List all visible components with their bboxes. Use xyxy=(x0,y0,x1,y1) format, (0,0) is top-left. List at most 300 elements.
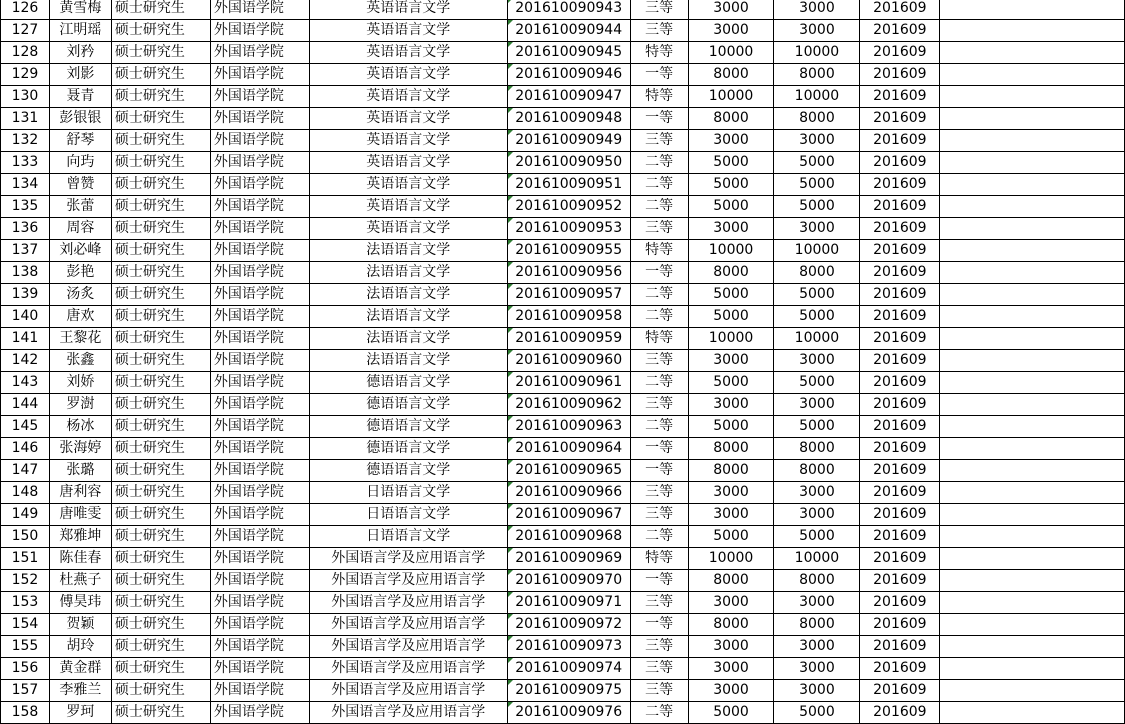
cell-student-name[interactable]: 罗珂 xyxy=(49,702,111,724)
cell-college[interactable]: 外国语学院 xyxy=(210,460,309,482)
cell-amount[interactable]: 3000 xyxy=(688,350,774,372)
cell-period[interactable]: 201609 xyxy=(860,460,940,482)
cell-student-name[interactable]: 傅昊玮 xyxy=(49,592,111,614)
cell-student-id[interactable]: 201610090946 xyxy=(507,64,630,86)
cell-degree-level[interactable]: 硕士研究生 xyxy=(111,482,210,504)
cell-student-id[interactable]: 201610090974 xyxy=(507,658,630,680)
cell-college[interactable]: 外国语学院 xyxy=(210,570,309,592)
cell-student-name[interactable]: 唐唯雯 xyxy=(49,504,111,526)
cell-college[interactable]: 外国语学院 xyxy=(210,174,309,196)
cell-college[interactable]: 外国语学院 xyxy=(210,0,309,20)
cell-scholarship-grade[interactable]: 二等 xyxy=(630,196,688,218)
cell-student-name[interactable]: 张璐 xyxy=(49,460,111,482)
cell-scholarship-grade[interactable]: 一等 xyxy=(630,614,688,636)
cell-student-name[interactable]: 刘必峰 xyxy=(49,240,111,262)
cell-paid-amount[interactable]: 5000 xyxy=(774,306,860,328)
cell-college[interactable]: 外国语学院 xyxy=(210,614,309,636)
cell-major[interactable]: 法语语言文学 xyxy=(309,306,507,328)
cell-college[interactable]: 外国语学院 xyxy=(210,504,309,526)
cell-amount[interactable]: 8000 xyxy=(688,570,774,592)
cell-student-name[interactable]: 汤炙 xyxy=(49,284,111,306)
cell-scholarship-grade[interactable]: 二等 xyxy=(630,702,688,724)
cell-row-number[interactable]: 139 xyxy=(1,284,50,306)
cell-empty[interactable] xyxy=(940,64,1125,86)
cell-period[interactable]: 201609 xyxy=(860,262,940,284)
cell-empty[interactable] xyxy=(940,614,1125,636)
cell-empty[interactable] xyxy=(940,262,1125,284)
cell-student-name[interactable]: 王黎花 xyxy=(49,328,111,350)
cell-scholarship-grade[interactable]: 三等 xyxy=(630,482,688,504)
cell-scholarship-grade[interactable]: 一等 xyxy=(630,460,688,482)
cell-period[interactable]: 201609 xyxy=(860,86,940,108)
cell-degree-level[interactable]: 硕士研究生 xyxy=(111,526,210,548)
cell-college[interactable]: 外国语学院 xyxy=(210,196,309,218)
cell-row-number[interactable]: 131 xyxy=(1,108,50,130)
cell-row-number[interactable]: 135 xyxy=(1,196,50,218)
cell-empty[interactable] xyxy=(940,196,1125,218)
cell-paid-amount[interactable]: 5000 xyxy=(774,702,860,724)
cell-college[interactable]: 外国语学院 xyxy=(210,482,309,504)
cell-scholarship-grade[interactable]: 二等 xyxy=(630,174,688,196)
cell-college[interactable]: 外国语学院 xyxy=(210,328,309,350)
cell-student-id[interactable]: 201610090951 xyxy=(507,174,630,196)
cell-amount[interactable]: 10000 xyxy=(688,42,774,64)
cell-major[interactable]: 德语语言文学 xyxy=(309,394,507,416)
cell-major[interactable]: 英语语言文学 xyxy=(309,0,507,20)
cell-student-id[interactable]: 201610090976 xyxy=(507,702,630,724)
cell-degree-level[interactable]: 硕士研究生 xyxy=(111,108,210,130)
cell-scholarship-grade[interactable]: 三等 xyxy=(630,218,688,240)
cell-scholarship-grade[interactable]: 三等 xyxy=(630,130,688,152)
cell-paid-amount[interactable]: 5000 xyxy=(774,416,860,438)
cell-paid-amount[interactable]: 8000 xyxy=(774,570,860,592)
cell-period[interactable]: 201609 xyxy=(860,174,940,196)
cell-major[interactable]: 外国语言学及应用语言学 xyxy=(309,702,507,724)
cell-major[interactable]: 德语语言文学 xyxy=(309,416,507,438)
cell-degree-level[interactable]: 硕士研究生 xyxy=(111,460,210,482)
cell-degree-level[interactable]: 硕士研究生 xyxy=(111,328,210,350)
cell-period[interactable]: 201609 xyxy=(860,416,940,438)
cell-student-id[interactable]: 201610090957 xyxy=(507,284,630,306)
cell-degree-level[interactable]: 硕士研究生 xyxy=(111,86,210,108)
cell-degree-level[interactable]: 硕士研究生 xyxy=(111,284,210,306)
cell-amount[interactable]: 5000 xyxy=(688,416,774,438)
cell-amount[interactable]: 8000 xyxy=(688,460,774,482)
cell-scholarship-grade[interactable]: 三等 xyxy=(630,504,688,526)
cell-paid-amount[interactable]: 3000 xyxy=(774,592,860,614)
cell-student-name[interactable]: 向玙 xyxy=(49,152,111,174)
cell-empty[interactable] xyxy=(940,174,1125,196)
cell-row-number[interactable]: 130 xyxy=(1,86,50,108)
cell-row-number[interactable]: 132 xyxy=(1,130,50,152)
cell-row-number[interactable]: 149 xyxy=(1,504,50,526)
cell-degree-level[interactable]: 硕士研究生 xyxy=(111,702,210,724)
cell-period[interactable]: 201609 xyxy=(860,218,940,240)
cell-student-name[interactable]: 舒琴 xyxy=(49,130,111,152)
cell-empty[interactable] xyxy=(940,526,1125,548)
cell-major[interactable]: 英语语言文学 xyxy=(309,196,507,218)
cell-amount[interactable]: 3000 xyxy=(688,394,774,416)
cell-row-number[interactable]: 136 xyxy=(1,218,50,240)
cell-student-id[interactable]: 201610090948 xyxy=(507,108,630,130)
cell-paid-amount[interactable]: 5000 xyxy=(774,372,860,394)
cell-paid-amount[interactable]: 3000 xyxy=(774,0,860,20)
cell-amount[interactable]: 10000 xyxy=(688,240,774,262)
cell-college[interactable]: 外国语学院 xyxy=(210,86,309,108)
cell-student-id[interactable]: 201610090966 xyxy=(507,482,630,504)
cell-degree-level[interactable]: 硕士研究生 xyxy=(111,0,210,20)
cell-scholarship-grade[interactable]: 特等 xyxy=(630,42,688,64)
cell-amount[interactable]: 10000 xyxy=(688,548,774,570)
cell-empty[interactable] xyxy=(940,218,1125,240)
cell-major[interactable]: 外国语言学及应用语言学 xyxy=(309,614,507,636)
cell-degree-level[interactable]: 硕士研究生 xyxy=(111,130,210,152)
cell-paid-amount[interactable]: 5000 xyxy=(774,284,860,306)
cell-student-id[interactable]: 201610090960 xyxy=(507,350,630,372)
cell-student-name[interactable]: 刘娇 xyxy=(49,372,111,394)
cell-period[interactable]: 201609 xyxy=(860,130,940,152)
cell-amount[interactable]: 3000 xyxy=(688,0,774,20)
cell-period[interactable]: 201609 xyxy=(860,592,940,614)
cell-major[interactable]: 德语语言文学 xyxy=(309,438,507,460)
cell-college[interactable]: 外国语学院 xyxy=(210,108,309,130)
cell-paid-amount[interactable]: 3000 xyxy=(774,394,860,416)
cell-student-id[interactable]: 201610090964 xyxy=(507,438,630,460)
cell-row-number[interactable]: 128 xyxy=(1,42,50,64)
cell-degree-level[interactable]: 硕士研究生 xyxy=(111,504,210,526)
cell-college[interactable]: 外国语学院 xyxy=(210,306,309,328)
cell-scholarship-grade[interactable]: 二等 xyxy=(630,372,688,394)
cell-student-name[interactable]: 罗澍 xyxy=(49,394,111,416)
cell-degree-level[interactable]: 硕士研究生 xyxy=(111,174,210,196)
cell-paid-amount[interactable]: 8000 xyxy=(774,460,860,482)
cell-student-name[interactable]: 李雅兰 xyxy=(49,680,111,702)
cell-student-name[interactable]: 贺颖 xyxy=(49,614,111,636)
cell-college[interactable]: 外国语学院 xyxy=(210,438,309,460)
cell-major[interactable]: 英语语言文学 xyxy=(309,218,507,240)
cell-amount[interactable]: 5000 xyxy=(688,702,774,724)
cell-major[interactable]: 法语语言文学 xyxy=(309,284,507,306)
cell-empty[interactable] xyxy=(940,394,1125,416)
cell-student-name[interactable]: 唐利容 xyxy=(49,482,111,504)
cell-college[interactable]: 外国语学院 xyxy=(210,416,309,438)
cell-amount[interactable]: 3000 xyxy=(688,482,774,504)
cell-college[interactable]: 外国语学院 xyxy=(210,526,309,548)
cell-row-number[interactable]: 126 xyxy=(1,0,50,20)
cell-major[interactable]: 法语语言文学 xyxy=(309,262,507,284)
cell-college[interactable]: 外国语学院 xyxy=(210,592,309,614)
cell-amount[interactable]: 5000 xyxy=(688,372,774,394)
cell-student-name[interactable]: 聂青 xyxy=(49,86,111,108)
cell-empty[interactable] xyxy=(940,152,1125,174)
cell-row-number[interactable]: 144 xyxy=(1,394,50,416)
cell-student-name[interactable]: 张蕾 xyxy=(49,196,111,218)
cell-paid-amount[interactable]: 5000 xyxy=(774,526,860,548)
cell-empty[interactable] xyxy=(940,306,1125,328)
cell-major[interactable]: 法语语言文学 xyxy=(309,328,507,350)
cell-paid-amount[interactable]: 3000 xyxy=(774,658,860,680)
cell-degree-level[interactable]: 硕士研究生 xyxy=(111,548,210,570)
cell-degree-level[interactable]: 硕士研究生 xyxy=(111,218,210,240)
cell-college[interactable]: 外国语学院 xyxy=(210,64,309,86)
cell-student-id[interactable]: 201610090962 xyxy=(507,394,630,416)
cell-empty[interactable] xyxy=(940,504,1125,526)
cell-college[interactable]: 外国语学院 xyxy=(210,658,309,680)
cell-student-name[interactable]: 黄金群 xyxy=(49,658,111,680)
cell-student-id[interactable]: 201610090967 xyxy=(507,504,630,526)
cell-empty[interactable] xyxy=(940,702,1125,724)
cell-period[interactable]: 201609 xyxy=(860,328,940,350)
cell-empty[interactable] xyxy=(940,0,1125,20)
cell-amount[interactable]: 3000 xyxy=(688,20,774,42)
cell-student-name[interactable]: 彭艳 xyxy=(49,262,111,284)
cell-major[interactable]: 英语语言文学 xyxy=(309,152,507,174)
cell-student-name[interactable]: 杜燕子 xyxy=(49,570,111,592)
cell-student-name[interactable]: 曾赞 xyxy=(49,174,111,196)
cell-degree-level[interactable]: 硕士研究生 xyxy=(111,636,210,658)
cell-row-number[interactable]: 153 xyxy=(1,592,50,614)
cell-student-id[interactable]: 201610090955 xyxy=(507,240,630,262)
cell-period[interactable]: 201609 xyxy=(860,394,940,416)
cell-period[interactable]: 201609 xyxy=(860,0,940,20)
cell-paid-amount[interactable]: 8000 xyxy=(774,262,860,284)
cell-row-number[interactable]: 156 xyxy=(1,658,50,680)
cell-major[interactable]: 德语语言文学 xyxy=(309,460,507,482)
cell-empty[interactable] xyxy=(940,20,1125,42)
cell-row-number[interactable]: 134 xyxy=(1,174,50,196)
cell-degree-level[interactable]: 硕士研究生 xyxy=(111,306,210,328)
cell-college[interactable]: 外国语学院 xyxy=(210,548,309,570)
cell-scholarship-grade[interactable]: 二等 xyxy=(630,416,688,438)
cell-row-number[interactable]: 127 xyxy=(1,20,50,42)
cell-major[interactable]: 外国语言学及应用语言学 xyxy=(309,680,507,702)
cell-scholarship-grade[interactable]: 特等 xyxy=(630,240,688,262)
cell-college[interactable]: 外国语学院 xyxy=(210,636,309,658)
cell-empty[interactable] xyxy=(940,636,1125,658)
cell-major[interactable]: 英语语言文学 xyxy=(309,20,507,42)
cell-student-id[interactable]: 201610090968 xyxy=(507,526,630,548)
cell-major[interactable]: 日语语言文学 xyxy=(309,504,507,526)
cell-student-id[interactable]: 201610090961 xyxy=(507,372,630,394)
cell-empty[interactable] xyxy=(940,284,1125,306)
cell-paid-amount[interactable]: 3000 xyxy=(774,482,860,504)
cell-row-number[interactable]: 152 xyxy=(1,570,50,592)
cell-student-id[interactable]: 201610090971 xyxy=(507,592,630,614)
cell-college[interactable]: 外国语学院 xyxy=(210,394,309,416)
cell-scholarship-grade[interactable]: 特等 xyxy=(630,86,688,108)
cell-student-name[interactable]: 唐欢 xyxy=(49,306,111,328)
cell-scholarship-grade[interactable]: 三等 xyxy=(630,636,688,658)
cell-scholarship-grade[interactable]: 二等 xyxy=(630,152,688,174)
cell-college[interactable]: 外国语学院 xyxy=(210,702,309,724)
cell-period[interactable]: 201609 xyxy=(860,284,940,306)
cell-degree-level[interactable]: 硕士研究生 xyxy=(111,350,210,372)
cell-college[interactable]: 外国语学院 xyxy=(210,372,309,394)
cell-empty[interactable] xyxy=(940,680,1125,702)
cell-paid-amount[interactable]: 10000 xyxy=(774,240,860,262)
cell-period[interactable]: 201609 xyxy=(860,680,940,702)
cell-paid-amount[interactable]: 5000 xyxy=(774,174,860,196)
cell-row-number[interactable]: 146 xyxy=(1,438,50,460)
cell-amount[interactable]: 3000 xyxy=(688,636,774,658)
cell-period[interactable]: 201609 xyxy=(860,702,940,724)
cell-period[interactable]: 201609 xyxy=(860,570,940,592)
cell-period[interactable]: 201609 xyxy=(860,196,940,218)
cell-scholarship-grade[interactable]: 三等 xyxy=(630,680,688,702)
cell-college[interactable]: 外国语学院 xyxy=(210,20,309,42)
cell-paid-amount[interactable]: 5000 xyxy=(774,196,860,218)
cell-student-id[interactable]: 201610090945 xyxy=(507,42,630,64)
cell-major[interactable]: 外国语言学及应用语言学 xyxy=(309,636,507,658)
cell-row-number[interactable]: 138 xyxy=(1,262,50,284)
cell-degree-level[interactable]: 硕士研究生 xyxy=(111,64,210,86)
cell-period[interactable]: 201609 xyxy=(860,306,940,328)
cell-period[interactable]: 201609 xyxy=(860,42,940,64)
cell-row-number[interactable]: 150 xyxy=(1,526,50,548)
cell-paid-amount[interactable]: 3000 xyxy=(774,20,860,42)
cell-major[interactable]: 英语语言文学 xyxy=(309,64,507,86)
cell-row-number[interactable]: 143 xyxy=(1,372,50,394)
cell-amount[interactable]: 10000 xyxy=(688,86,774,108)
cell-college[interactable]: 外国语学院 xyxy=(210,240,309,262)
cell-amount[interactable]: 3000 xyxy=(688,218,774,240)
cell-college[interactable]: 外国语学院 xyxy=(210,262,309,284)
cell-amount[interactable]: 5000 xyxy=(688,284,774,306)
cell-period[interactable]: 201609 xyxy=(860,438,940,460)
cell-paid-amount[interactable]: 8000 xyxy=(774,64,860,86)
cell-empty[interactable] xyxy=(940,548,1125,570)
cell-amount[interactable]: 8000 xyxy=(688,614,774,636)
cell-degree-level[interactable]: 硕士研究生 xyxy=(111,152,210,174)
cell-student-name[interactable]: 刘矜 xyxy=(49,42,111,64)
cell-amount[interactable]: 5000 xyxy=(688,152,774,174)
cell-period[interactable]: 201609 xyxy=(860,108,940,130)
cell-major[interactable]: 英语语言文学 xyxy=(309,86,507,108)
cell-student-id[interactable]: 201610090975 xyxy=(507,680,630,702)
cell-amount[interactable]: 5000 xyxy=(688,526,774,548)
cell-paid-amount[interactable]: 10000 xyxy=(774,548,860,570)
cell-row-number[interactable]: 133 xyxy=(1,152,50,174)
cell-scholarship-grade[interactable]: 一等 xyxy=(630,108,688,130)
cell-amount[interactable]: 8000 xyxy=(688,262,774,284)
cell-empty[interactable] xyxy=(940,372,1125,394)
cell-student-name[interactable]: 张鑫 xyxy=(49,350,111,372)
cell-period[interactable]: 201609 xyxy=(860,240,940,262)
cell-degree-level[interactable]: 硕士研究生 xyxy=(111,614,210,636)
cell-row-number[interactable]: 148 xyxy=(1,482,50,504)
cell-empty[interactable] xyxy=(940,658,1125,680)
cell-student-id[interactable]: 201610090944 xyxy=(507,20,630,42)
cell-empty[interactable] xyxy=(940,328,1125,350)
cell-degree-level[interactable]: 硕士研究生 xyxy=(111,592,210,614)
cell-scholarship-grade[interactable]: 特等 xyxy=(630,548,688,570)
cell-row-number[interactable]: 155 xyxy=(1,636,50,658)
cell-paid-amount[interactable]: 10000 xyxy=(774,328,860,350)
cell-college[interactable]: 外国语学院 xyxy=(210,130,309,152)
cell-major[interactable]: 英语语言文学 xyxy=(309,130,507,152)
cell-period[interactable]: 201609 xyxy=(860,636,940,658)
cell-amount[interactable]: 3000 xyxy=(688,680,774,702)
cell-period[interactable]: 201609 xyxy=(860,482,940,504)
cell-student-name[interactable]: 彭银银 xyxy=(49,108,111,130)
cell-paid-amount[interactable]: 3000 xyxy=(774,130,860,152)
cell-degree-level[interactable]: 硕士研究生 xyxy=(111,394,210,416)
cell-paid-amount[interactable]: 8000 xyxy=(774,614,860,636)
cell-empty[interactable] xyxy=(940,570,1125,592)
cell-period[interactable]: 201609 xyxy=(860,658,940,680)
cell-empty[interactable] xyxy=(940,240,1125,262)
cell-student-name[interactable]: 周容 xyxy=(49,218,111,240)
cell-student-id[interactable]: 201610090949 xyxy=(507,130,630,152)
cell-college[interactable]: 外国语学院 xyxy=(210,152,309,174)
cell-college[interactable]: 外国语学院 xyxy=(210,42,309,64)
cell-student-id[interactable]: 201610090969 xyxy=(507,548,630,570)
cell-student-id[interactable]: 201610090973 xyxy=(507,636,630,658)
cell-amount[interactable]: 8000 xyxy=(688,438,774,460)
cell-degree-level[interactable]: 硕士研究生 xyxy=(111,196,210,218)
cell-college[interactable]: 外国语学院 xyxy=(210,350,309,372)
cell-empty[interactable] xyxy=(940,42,1125,64)
cell-major[interactable]: 外国语言学及应用语言学 xyxy=(309,592,507,614)
cell-row-number[interactable]: 147 xyxy=(1,460,50,482)
cell-student-name[interactable]: 黄雪梅 xyxy=(49,0,111,20)
cell-scholarship-grade[interactable]: 三等 xyxy=(630,0,688,20)
cell-row-number[interactable]: 129 xyxy=(1,64,50,86)
cell-student-id[interactable]: 201610090956 xyxy=(507,262,630,284)
cell-degree-level[interactable]: 硕士研究生 xyxy=(111,372,210,394)
cell-empty[interactable] xyxy=(940,130,1125,152)
cell-amount[interactable]: 3000 xyxy=(688,130,774,152)
cell-paid-amount[interactable]: 3000 xyxy=(774,680,860,702)
cell-degree-level[interactable]: 硕士研究生 xyxy=(111,680,210,702)
cell-student-name[interactable]: 杨冰 xyxy=(49,416,111,438)
cell-major[interactable]: 外国语言学及应用语言学 xyxy=(309,548,507,570)
cell-college[interactable]: 外国语学院 xyxy=(210,284,309,306)
cell-major[interactable]: 法语语言文学 xyxy=(309,350,507,372)
cell-student-id[interactable]: 201610090953 xyxy=(507,218,630,240)
cell-paid-amount[interactable]: 3000 xyxy=(774,350,860,372)
cell-major[interactable]: 英语语言文学 xyxy=(309,174,507,196)
cell-student-id[interactable]: 201610090959 xyxy=(507,328,630,350)
cell-student-id[interactable]: 201610090965 xyxy=(507,460,630,482)
cell-row-number[interactable]: 145 xyxy=(1,416,50,438)
cell-scholarship-grade[interactable]: 一等 xyxy=(630,262,688,284)
cell-scholarship-grade[interactable]: 三等 xyxy=(630,658,688,680)
cell-degree-level[interactable]: 硕士研究生 xyxy=(111,20,210,42)
cell-paid-amount[interactable]: 5000 xyxy=(774,152,860,174)
cell-scholarship-grade[interactable]: 二等 xyxy=(630,306,688,328)
cell-degree-level[interactable]: 硕士研究生 xyxy=(111,438,210,460)
cell-paid-amount[interactable]: 8000 xyxy=(774,108,860,130)
cell-degree-level[interactable]: 硕士研究生 xyxy=(111,262,210,284)
cell-period[interactable]: 201609 xyxy=(860,350,940,372)
cell-amount[interactable]: 5000 xyxy=(688,196,774,218)
cell-student-name[interactable]: 陈佳春 xyxy=(49,548,111,570)
cell-amount[interactable]: 3000 xyxy=(688,658,774,680)
cell-empty[interactable] xyxy=(940,416,1125,438)
cell-major[interactable]: 法语语言文学 xyxy=(309,240,507,262)
cell-student-id[interactable]: 201610090958 xyxy=(507,306,630,328)
cell-empty[interactable] xyxy=(940,592,1125,614)
cell-major[interactable]: 德语语言文学 xyxy=(309,372,507,394)
cell-period[interactable]: 201609 xyxy=(860,504,940,526)
cell-student-id[interactable]: 201610090950 xyxy=(507,152,630,174)
cell-student-id[interactable]: 201610090970 xyxy=(507,570,630,592)
cell-college[interactable]: 外国语学院 xyxy=(210,680,309,702)
cell-amount[interactable]: 10000 xyxy=(688,328,774,350)
cell-period[interactable]: 201609 xyxy=(860,372,940,394)
cell-degree-level[interactable]: 硕士研究生 xyxy=(111,42,210,64)
